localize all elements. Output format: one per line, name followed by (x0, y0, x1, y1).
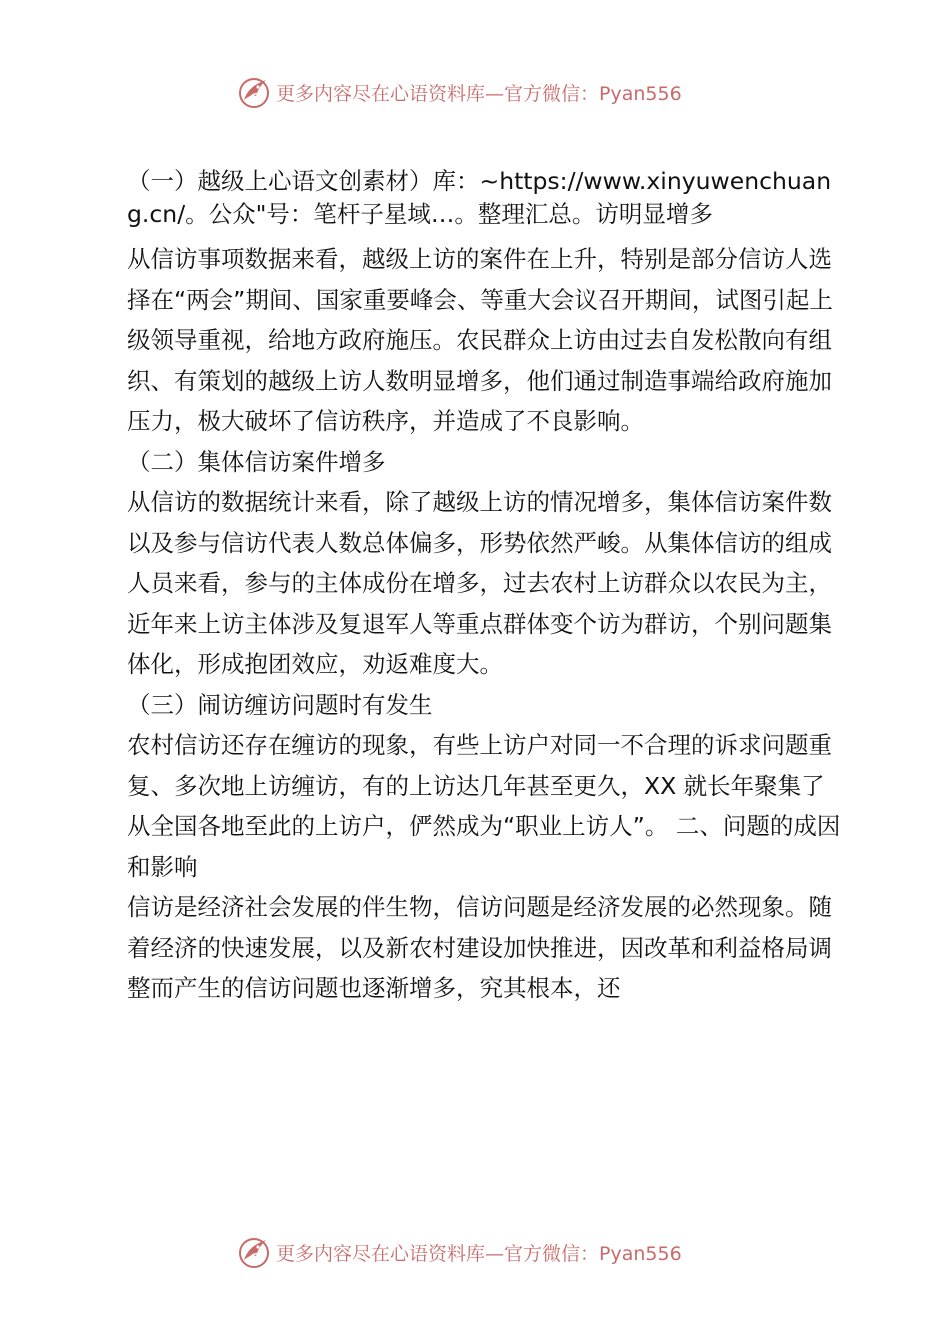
paragraph-4: 信访是经济社会发展的伴生物，信访问题是经济发展的必然现象。随着经济的快速发展，以及新农村建设加快推进，因改革和利益格局调整而产生的信访问题也逐渐增多，究其根本，还 (127, 893, 832, 1002)
section-heading-2: （二）集体信访案件增多 (127, 447, 386, 476)
section-heading-3: （三）闹访缠访问题时有发生 (127, 690, 433, 719)
banner-text (276, 1239, 682, 1266)
banner-wechat-id: Pyan556 (599, 82, 682, 105)
phoenix-seal-icon (236, 74, 272, 110)
banner-label: 更多内容尽在心语资料库—官方微信： (276, 1242, 600, 1265)
banner-text (276, 79, 682, 106)
paragraph-2: 从信访的数据统计来看，除了越级上访的情况增多，集体信访案件数以及参与信访代表人数总体偏多，形势依然严峻。从集体信访的组成人员来看，参与的主体成份在增多，过去农村上访群众以农民为主，近年来上访主体涉及复退军人等重点群体变个访为群访，个别问题集体化，形成抱团效应，劝返难度大。 (127, 488, 832, 678)
document-body (127, 165, 847, 1009)
paragraph-1: 从信访事项数据来看，越级上访的案件在上升，特别是部分信访人选择在“两会”期间、国家重要峰会、等重大会议召开期间，试图引起上级领导重视，给地方政府施压。农民群众上访由过去自发松散向有组织、有策划的越级上访人数明显增多，他们通过制造事端给政府施加压力，极大破坏了信访秩序，并造成了不良影响。 (127, 245, 833, 435)
paragraph-3: 农村信访还存在缠访的现象，有些上访户对同一不合理的诉求问题重复、多次地上访缠访，有的上访达几年甚至更久，XX 就长年聚集了从全国各地至此的上访户，俨然成为“职业上访人”。 二、问题的成因和影响 (127, 731, 841, 881)
header-banner (0, 72, 950, 112)
section-heading-1: （一）越级上心语文创素材）库：~https://www.xinyuwenchuang.cn/。公众"号：笔杆子星域…。整理汇总。访明显增多 (127, 167, 832, 228)
banner-label: 更多内容尽在心语资料库—官方微信： (276, 82, 600, 105)
footer-banner (0, 1232, 950, 1272)
phoenix-seal-icon (236, 1234, 272, 1270)
banner-wechat-id: Pyan556 (599, 1242, 682, 1265)
